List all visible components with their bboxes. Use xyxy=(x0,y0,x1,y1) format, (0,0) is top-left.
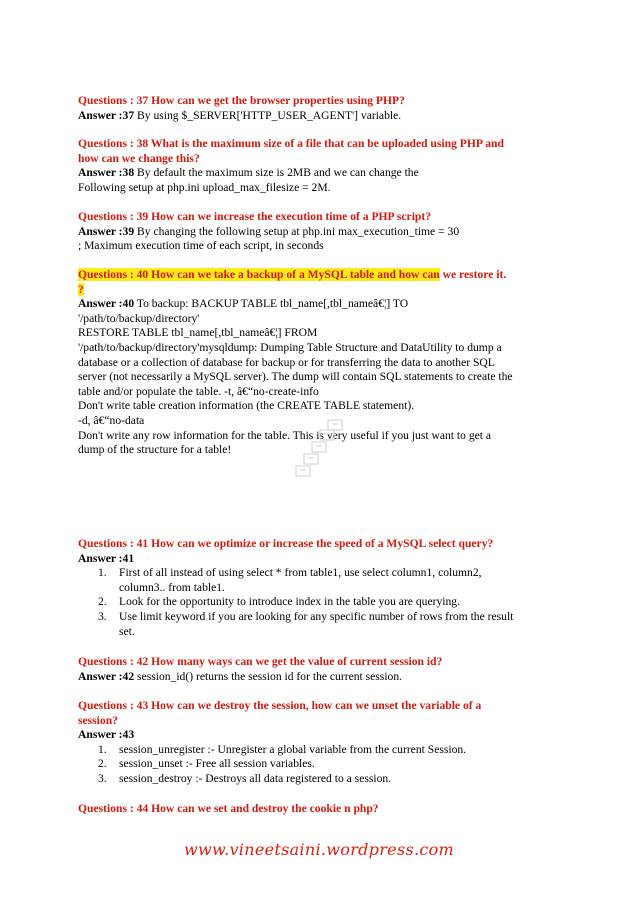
answer-42 xyxy=(78,670,578,685)
list-item-line: Look for the opportunity to introduce index in the table you are querying. xyxy=(119,595,460,609)
list-item-line: session_unregister :- Unregister a global variable from the current Session. xyxy=(119,742,467,756)
answer-label-38: Answer :38 xyxy=(78,166,135,180)
qa-block-37 xyxy=(78,94,578,123)
answer-38 xyxy=(78,166,578,181)
question-41: Questions : 41 How can we optimize or increase the speed of a MySQL select query? xyxy=(78,537,494,550)
list-item-line: session_unset :- Free all session variables. xyxy=(119,757,315,771)
qa-block-42 xyxy=(78,655,578,684)
list-number: 2. xyxy=(98,757,107,771)
qa-block-39 xyxy=(78,210,578,254)
answer-label-39: Answer :39 xyxy=(78,224,135,238)
answer-40-line: dump of the structure for a table! xyxy=(78,443,232,457)
list-item xyxy=(78,757,578,772)
question-40-line1 xyxy=(78,268,578,283)
answer-label-37: Answer :37 xyxy=(78,108,135,122)
answer-label-43: Answer :43 xyxy=(78,728,135,742)
question-37: Questions : 37 How can we get the browser properties using PHP? xyxy=(78,94,405,107)
qa-block-43 xyxy=(78,699,578,787)
list-number: 2. xyxy=(98,595,107,609)
question-39: Questions : 39 How can we increase the execution time of a PHP script? xyxy=(78,210,432,223)
question-40-line2 xyxy=(78,283,578,298)
list-item xyxy=(78,566,578,595)
answer-text-37: By using $_SERVER['HTTP_USER_AGENT'] variable. xyxy=(134,108,402,122)
answer-41-list xyxy=(78,566,578,639)
qa-block-44 xyxy=(78,802,578,817)
list-item-line: Use limit keyword if you are looking for any specific number of rows from the result xyxy=(119,609,514,623)
list-item-line: column3.. from table1. xyxy=(119,580,225,594)
question-42: Questions : 42 How many ways can we get the value of current session id? xyxy=(78,655,443,668)
answer-39-line2: ; Maximum execution time of each script, in seconds xyxy=(78,239,324,253)
question-38-line2: how can we change this? xyxy=(78,151,200,165)
list-item-line: First of all instead of using select * from table1, use select column1, column2, xyxy=(119,566,482,580)
list-item-line: set. xyxy=(119,624,135,638)
answer-text-38: By default the maximum size is 2MB and we can change the xyxy=(134,166,419,180)
question-44: Questions : 44 How can we set and destroy the cookie n php? xyxy=(78,802,379,815)
list-number: 1. xyxy=(98,566,107,580)
answer-label-41: Answer :41 xyxy=(78,551,135,565)
question-43-line2: session? xyxy=(78,713,118,727)
watermark-graphic xyxy=(288,416,350,486)
answer-40-line: '/path/to/backup/directory' xyxy=(78,311,200,325)
answer-40-line: Don't write any row information for the table. This is very useful if you just want to get a xyxy=(78,428,492,442)
answer-label-40: Answer :40 xyxy=(78,297,135,311)
answer-39 xyxy=(78,225,578,240)
question-38-line1: Questions : 38 What is the maximum size of a file that can be uploaded using PHP and xyxy=(78,137,504,150)
question-40-rest: we restore it. xyxy=(439,268,507,281)
list-item-line: session_destroy :- Destroys all data registered to a session. xyxy=(119,771,392,785)
answer-37 xyxy=(78,109,578,124)
answer-40-line: database or a collection of database for backup or for transferring the data to another SQL xyxy=(78,355,495,369)
answer-40 xyxy=(78,297,578,312)
list-number: 3. xyxy=(98,771,107,785)
list-item xyxy=(78,595,578,610)
qa-block-38 xyxy=(78,137,578,195)
answer-40-line: '/path/to/backup/directory'mysqldump: Dumping Table Structure and DataUtility to dump a xyxy=(78,340,502,354)
list-item xyxy=(78,772,578,787)
list-item xyxy=(78,610,578,639)
list-item xyxy=(78,743,578,758)
question-40-highlight: Questions : 40 How can we take a backup of a MySQL table and how can xyxy=(78,268,440,281)
answer-40-line: -d, â€“no-data xyxy=(78,413,145,427)
list-number: 3. xyxy=(98,609,107,623)
footer-url[interactable]: www.vineetsaini.wordpress.com xyxy=(183,840,455,859)
answer-text-42: session_id() returns the session id for the current session. xyxy=(134,669,403,683)
answer-38-line2: Following setup at php.ini upload_max_filesize = 2M. xyxy=(78,180,331,194)
qa-block-41 xyxy=(78,537,578,639)
answer-40-line: RESTORE TABLE tbl_name[,tbl_nameâ€¦] FROM xyxy=(78,326,318,340)
answer-40-line: Don't write table creation information (the CREATE TABLE statement). xyxy=(78,399,415,413)
question-40-line2-highlight: ? xyxy=(78,282,84,296)
answer-43-list xyxy=(78,743,578,787)
list-number: 1. xyxy=(98,742,107,756)
answer-text-39: By changing the following setup at php.ini max_execution_time = 30 xyxy=(134,224,460,238)
answer-label-42: Answer :42 xyxy=(78,669,135,683)
question-43-line1: Questions : 43 How can we destroy the session, how can we unset the variable of a xyxy=(78,699,482,712)
answer-40-line: server (not necessarily a MySQL server). The dump will contain SQL statements to create the xyxy=(78,370,513,384)
answer-text-40: To backup: BACKUP TABLE tbl_name[,tbl_nameâ€¦] TO xyxy=(134,297,409,311)
answer-40-line: table and/or populate the table. -t, â€“no-create-info xyxy=(78,384,319,398)
